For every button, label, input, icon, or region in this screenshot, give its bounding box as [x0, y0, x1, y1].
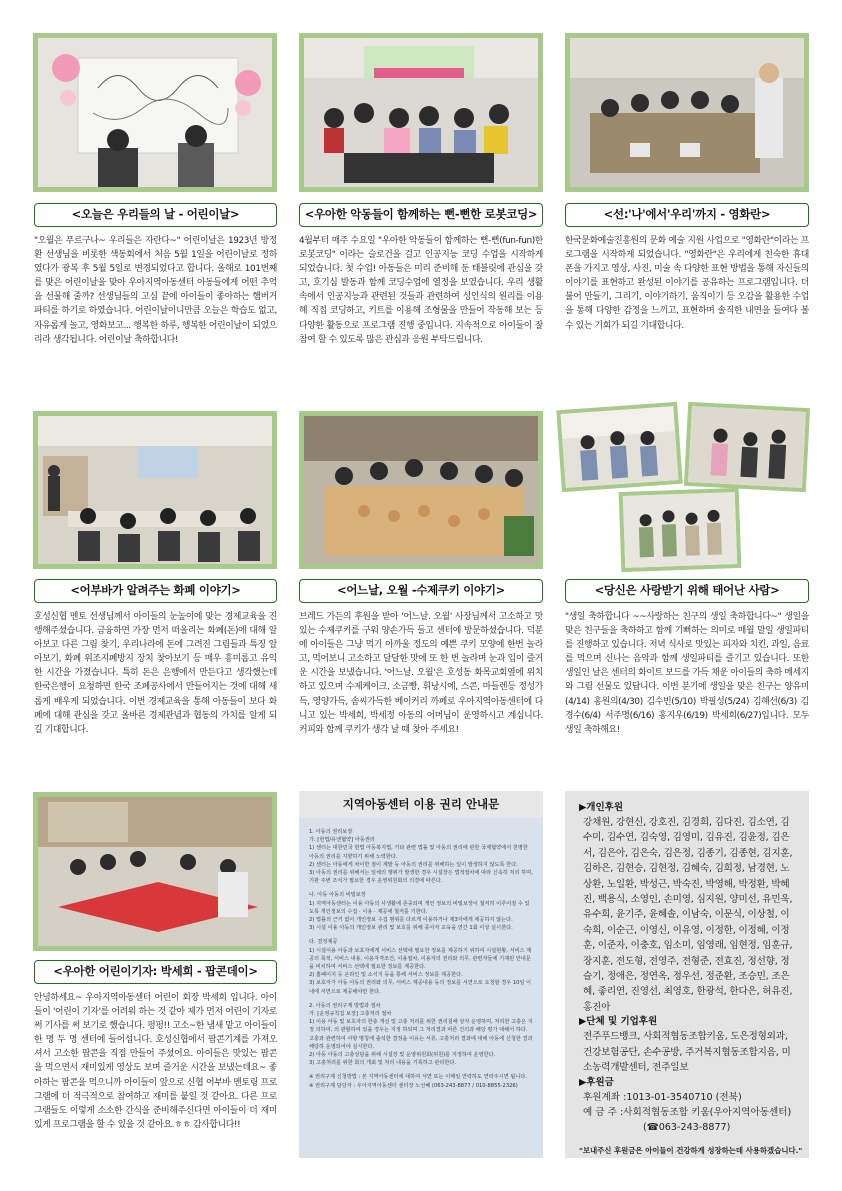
rights-line: 3) 보호자가 아동 아동의 권리와 의무, 서비스 제공내용 등의 정보를 서면으로 요청할 경우 10일 이내에 서면으로 제공해야만 한다.	[309, 980, 532, 995]
photo-birthday-3	[619, 488, 742, 572]
rights-notice-box	[299, 818, 543, 1158]
rights-notice-heading: 지역아동센터 이용 권리 안내문	[299, 791, 543, 818]
article-title-film-class: <선:'나'에서'우리'까지 - 영화란>	[565, 203, 809, 227]
rights-line: ※ 권리구제 담당자 : 우아지역아동센터 센터장 노선혜 (063-243-8877 / 010-8855-2326)	[309, 1082, 518, 1089]
donation-heading: ▶후원금	[579, 1076, 614, 1088]
article-title-cookie-story: <어느날, 오월 -수제쿠키 이야기>	[299, 579, 543, 603]
photo-popcorn-day	[33, 792, 277, 951]
rights-line: 2) 아동 아동의 고충상담을 위해 시설장 및 운영위원회(위원)를 지정하여 운영한다.	[309, 1052, 496, 1059]
group-sponsor-heading: ▶단체 및 기업후원	[579, 1016, 658, 1028]
photo-birthday-2	[684, 402, 810, 492]
article-title-money-lesson: <어부바가 알려주는 화폐 이야기>	[34, 579, 277, 603]
photo-money-lesson	[33, 411, 277, 569]
sponsor-box	[565, 791, 809, 1158]
rights-line: 3) 고충처리를 위한 회의 개최 및 처리 내용을 기록하고 관리한다.	[309, 1060, 457, 1067]
donation-account: 후원계좌 :1013-01-3540710 (전북)	[583, 1091, 742, 1103]
individual-sponsor-names: 강채원, 강현신, 강호진, 김경희, 김다진, 김소연, 김수미, 김수연, 김숙영, 김영미, 김유진, 김윤정, 김은서, 김은아, 김은숙, 김은정, 김종기, 김종현, 김지훈, 김하은, 김현승, 김현정, 김혜숙, 김희정, 남경현, 노상환, 노일환, 박성근, 박숙진, 박영해, 박정환, 박혜진, 백용식, 소영인, 손미영, 심지원, 양미선, 유민욱, 유수희, 윤기주, 윤혜솔, 이남숙, 이문식, 이상철, 이숙희, 이순근, 이영신, 이유영, 이정한, 이정혜, 이정훈, 이준자, 이충호, 임소미, 임영래, 임현정, 임훈규, 장지훈, 전도형, 전영주, 전형준, 전효진, 정선향, 정슬기, 정애은, 정연옥, 정우선, 정준환, 조승민, 조은혜, 좋리연, 진영선, 최영호, 한광석, 한다은, 허유진, 홍진아	[583, 817, 793, 1013]
article-title-robot-coding: <우아한 악동들이 함께하는 뻔-뻔한 로봇코딩>	[299, 203, 543, 227]
group-sponsor-names: 전주푸드뱅크, 사회적협동조합키움, 도은정형외과, 건강보험공단, 손수공방, 주거복지협동조합지음, 미소농력개발센터, 전주일보	[583, 1031, 791, 1074]
rights-line: 3) 아동의 권리를 위해서는 일체의 행위가 발생한 경우 시설장은 법적절차에 따라 신속히 처리 하며, 기관 주변 조치가 필요한 경우 운영위원회의 의결에 따른다.	[309, 870, 533, 885]
photo-film-class	[565, 33, 809, 192]
rights-line: 1. 아동의 권리보장	[309, 829, 353, 835]
article-title-popcorn-day: <우아한 어린이기자: 박세희 - 팝콘데이>	[34, 960, 277, 984]
rights-line: 2) 법률의 근거 없이 개인정보 수집 범위를 다르게 이용하거나 제3자에게 제공하지 않는다.	[309, 917, 513, 924]
article-body-cookie-story: 브레드 가든의 후원을 받아 '어느날. 오월' 사장님께서 고소하고 맛있는 수제쿠키를 구워 양손가득 들고 센터에 방문하셨습니다. 덕분에 아이들은 그냥 먹기 아까울 정도의 예쁜 쿠키 모양에 한번 놀라고, 먹어보니 고소하고 달달한 맛에 또 한 번 놀라며 눈과 입이 즐거운 시간을 보냈습니다. '어느날. 오월'은 호성동 화목교회옆에 위치하고 있으며 수제케이크, 소금빵, 휘낭시에, 스콘, 마들렌등 정성가득, 영양가득, 솜씨가득한 베이커리 까페로 우아지역아동센터에 다니고 있는 박세희, 박세정 아동의 어머님이 운영하시고 계십니다. 커피와 함께 쿠키가 생각 날 때 찾아 주세요!	[299, 612, 543, 735]
article-body-birthday: "생일 축하합니다 ~~사랑하는 친구의 생일 축하합니다~" 생일을 맞은 친구들을 축하하고 함께 기뻐하는 의미로 매월 말일 생일파티를 진행하고 있습니다. 저녁 식사로 맛있는 피자와 치킨, 과일, 음료를 먹으며 신나는 음악과 함께 생일파티를 즐기고 있습니다. 또한 생일인 날은 센터의 화이트 보드를 가득 채운 아이들의 축하 메세지와 그림 선물도 있답니다. 이번 분기에 생일을 맞은 친구는 양유미(4/14) 홍원의(4/30) 김수빈(5/10) 박필성(5/24) 김혜선(6/3) 김경수(6/4) 서주명(6/16) 홍지우(6/19) 박세희(6/27)입니다. 모두 생일 축하해요!	[565, 612, 809, 735]
rights-line: 2. 아동의 권리구제 방법과 절차	[309, 1002, 381, 1009]
rights-line: 1) 센터는 대한민국 헌법 아동복지법, 기타 관련 법률 및 아동의 권리에 관한 국제협약에서 천명한 아동의 권리를 지향하기 위해 노력한다.	[309, 845, 528, 860]
donation-holder: 예 금 주 :사회적협동조합 키움(우아지역아동센터)	[583, 1106, 792, 1118]
article-title-birthday: <당신은 사랑받기 위해 태어난 사람>	[565, 579, 809, 603]
photo-childrens-day	[33, 33, 277, 192]
rights-line: 다. 결정제공	[309, 939, 338, 946]
article-body-money-lesson: 호성신협 멘토 선생님께서 아이들의 눈높이에 맞는 경제교육을 진행해주셨습니다. 금융하면 가장 먼저 떠올리는 화폐(돈)에 대해 알아보고 다른 그림 찾기, 우리나라에 돈에 그려진 그림들과 특징 알아보기, 화폐 위조지폐방지 장치 찾아보기 등 매우 흥미롭고 유익한 시간을 가졌습니다. 특히 돈은 은행에서 만든다고 생각했는데 한국은행이 요청하면 한국 조폐공사에서 만들어지는 것에 대해 새롭게 배우게 되었습니다. 이번 경제교육을 통해 아동들이 보다 화폐에 대해 관심을 갖고 올바른 경제관념과 협동의 가치를 알게 되길 기대합니다.	[34, 612, 277, 735]
article-body-film-class: 한국문화예술진흥원의 문화 예술 지원 사업으로 "영화란"이라는 프로그램을 시작하게 되었습니다. "영화란"은 우리에게 친숙한 휴대폰을 가지고 영상, 사진, 미술 속 다양한 표현 방법을 통해 자신들의 이야기를 표현하고 완성된 이야기를 공유하는 프로그램입니다. 더불어 만들기, 그리기, 이야기하기, 움직이기 등 오감을 활용한 수업을 통해 다양한 감정을 느끼고, 표현하며 솔직한 내면을 들여다 볼 수 있는 기회가 되길 기대합니다.	[565, 236, 809, 331]
article-body-popcorn-day: 안녕하세요~ 우아지역아동센터 어린이 회장 박세희 입니다. 아이들이 '어린이 기자'를 어려워 하는 것 같아 제가 먼저 어린이 기자로써 기사를 써 보기로 했습니다. 펑펑!! 고소~한 냄새 맡고 아이들이 한 명 두 명 센터에 들어섭니다. 호성신협에서 팝콘기계를 가져오셔서 고소한 팝콘을 직접 만들어 주셨어요. 아이들은 맛있는 팝콘을 먹으면서 재미있게 영상도 보며 즐거운 시간을 보냈는데요~ 좋아하는 팝콘을 먹으니까 아이들이 앞으로 신협 어부바 멘토링 프로그램에 더 적극적으로 참여하고 재미를 붙일 것 같아요. 다른 프로그램들도 이렇게 소소한 간식을 준비해주신다면 아이들이 더 재미있게 프로그램을 할 수 있을 것 같아요.ㅎㅎ 감사합니다!!	[34, 993, 277, 1130]
rights-line: 1) 지역아동센터는 이용 아동의 사생활에 존중되며 개인 정보의 비밀보장이 철저히 이루어질 수 있도록 개인정보의 수집 · 이용 · 제공에 철저를 기한다.	[309, 900, 530, 915]
rights-line: 1) 시설이용 아동과 보호자에게 서비스 선택에 필요한 정보를 제공하기 위하여 시설현황, 서비스 제공의 목적, 서비스 내용, 이용자격조건, 이용절차, 이용자의 권리와 의무, 관련자들에 기재된 안내문을 비치하여 서비스 선택에 필요한 정보를 제공한다.	[309, 947, 532, 971]
photo-cookie-story	[299, 411, 543, 569]
article-body-childrens-day: "오월은 푸르구나~ 우리들은 자란다~" 어린이날은 1923년 방정환 선생님을 비롯한 색동회에서 처음 5월 1일을 어린이날로 정하였다가 광복 후 5월 5일로 변경되었다고 합니다. 올해로 101번째를 맞은 어린이날을 맞아 우아지역아동센터 아동들에게 어떤 추억을 선물해 줄까? 선생님들의 고심 끝에 아이들이 좋아하는 햄버거 파티를 하기로 하였습니다. 어린이날이니만큼 오늘은 학습도 없고, 자유롭게 놀고, 영화보고... 행복한 하루, 행복한 어린이날이 되었으리라 생각됩니다. 어린이날 축하합니다!	[34, 236, 277, 345]
rights-line: 2) 홈페이지 등 온라인 및 소식지 등을 통해 서비스 정보를 제공한다.	[309, 972, 463, 979]
rights-line: 2) 센터는 아동에게 차이한 점이 계발 등 아동의 권리를 위해하는 일이 발생하지 않도록 한다.	[309, 861, 518, 868]
photo-robot-coding	[299, 33, 543, 192]
rights-line: 가. [헌법/유엔협약] 아동권리	[309, 837, 375, 844]
rights-line: 1) 이용 아동 및 보호자의 한층 개선 및 고충 처리를 위한 권리침해 상자 운영하며, 처리한 고충은 지정 의하여, 의 관할하여 있을 경우는 지정 하되며 그 처리결과 따른 건의과 해당 평가 대해서 하다. 고충과 관련하여 사항 명칭에 출석한 결정을 이유는 서류, 고충처리 결과에 대해 아동에 신청한 결과 해당하 운영되어야 실시한다.	[309, 1019, 533, 1050]
photo-birthday-1	[556, 402, 682, 492]
rights-line: ※ 권리구제 신청방법 : 본 지역아동센터에 대하여 서면 또는 이메일 연락하도 연락주시면 됩니다.	[309, 1074, 527, 1081]
donation-phone: (☎063-243-8877)	[643, 1122, 731, 1134]
rights-line: 3) 시설 이용 아동의 개인정보 관리 및 보호를 위해 종사자 교육을 연간 1회 이상 실시한다.	[309, 925, 513, 932]
article-title-childrens-day: <오늘은 우리들의 날 - 어린이날>	[34, 203, 277, 227]
rights-line: 나. 아동 아동의 비밀보장	[309, 892, 366, 899]
article-body-robot-coding: 4월부터 매주 수요일 "우아한 악동들이 함께하는 뻔-뻔(fun-fun)한 로봇코딩" 이라는 슬로건을 걸고 인공지능 코딩 수업을 시작하게 되었습니다. 첫 수업! 아동들은 미리 준비해 둔 태블릿에 관심을 갖고, 호기심 발동과 함께 코딩수업에 열정을 보였습니다. 우리 생활 속에서 인공지능과 관련된 것들과 관련하여 성인식의 원리를 이용해 직접 코딩하고, 키트를 이용해 조형물을 만들어 작동해 보는 등 다양한 활동으로 프로그램 진행 중입니다. 지속적으로 아이들이 잘 참여 할 수 있도록 많은 관심과 응원 부탁드립니다.	[299, 236, 543, 345]
rights-notice-lines	[309, 828, 533, 1090]
sponsor-footer-note: "보내주신 후원금은 아이들이 건강하게 성장하는데 사용하겠습니다."	[579, 1145, 803, 1155]
individual-sponsor-heading: ▶개인후원	[579, 802, 624, 813]
rights-line: 가. [운영규칙집 보장] 고충처리 절차	[309, 1011, 392, 1018]
